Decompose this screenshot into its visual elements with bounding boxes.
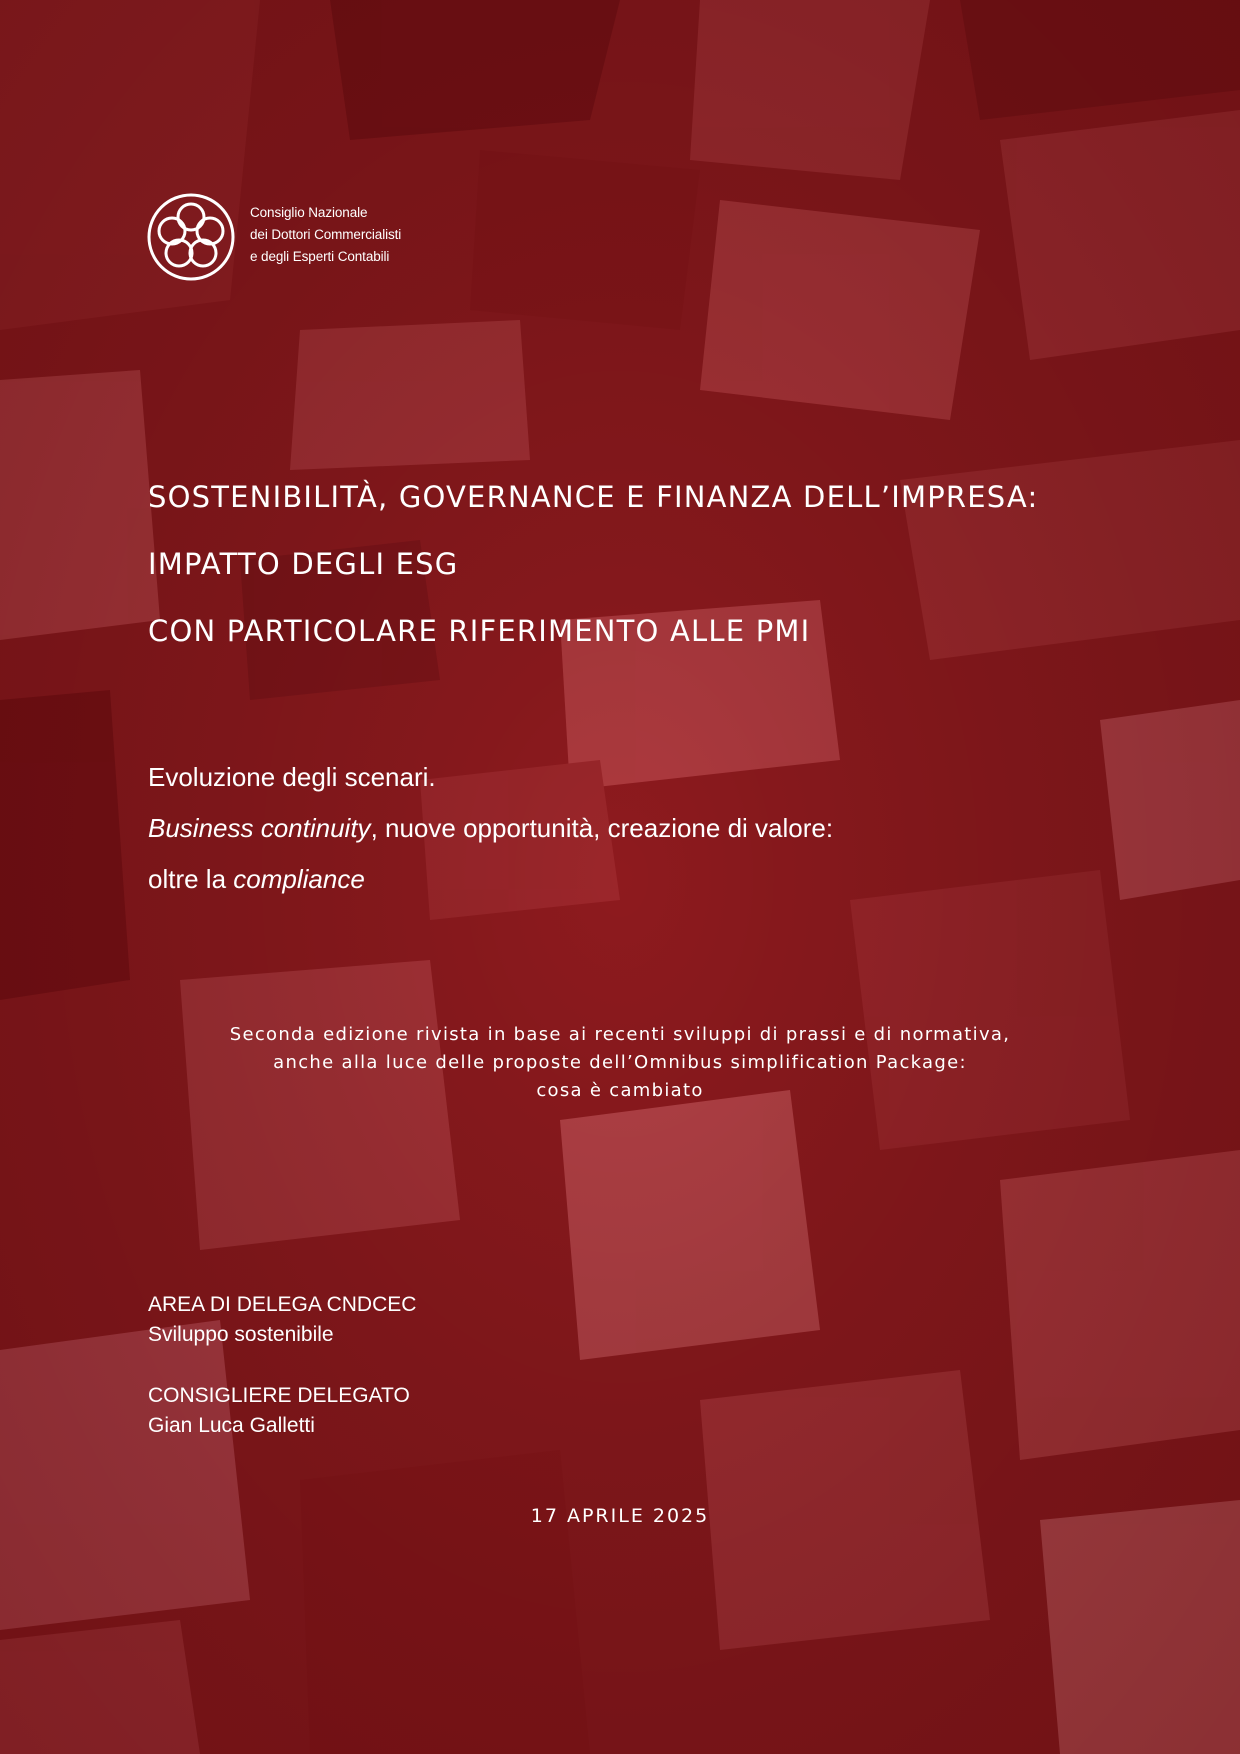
consigliere-label: CONSIGLIERE DELEGATO [148,1384,410,1407]
edition-line: Seconda edizione rivista in base ai recenti sviluppi di prassi e di normativa, [229,1024,1011,1045]
document-title [148,464,1148,665]
subtitle-line [148,803,1108,854]
organization-name-line: Consiglio Nazionale [250,205,368,220]
organization-name-line: dei Dottori Commercialisti [250,227,402,242]
edition-note [120,1021,1120,1105]
title-line: SOSTENIBILITÀ, GOVERNANCE E FINANZA DELL’IMPRESA: [148,480,1039,514]
spacer [148,1350,748,1381]
title-line: CON PARTICOLARE RIFERIMENTO ALLE PMI [148,614,811,648]
subtitle-text: oltre la [148,864,234,894]
subtitle-italic-text: Business continuity [148,813,371,843]
publication-date: 17 APRILE 2025 [530,1505,710,1527]
cndcec-emblem-icon [146,192,236,282]
area-label: AREA DI DELEGA CNDCEC [148,1293,417,1316]
subtitle-italic-text: compliance [233,864,365,894]
subtitle-line [148,854,1108,905]
edition-line: anche alla luce delle proposte dell’Omnibus simplification Package: [273,1052,967,1073]
subtitle-line: Evoluzione degli scenari. [148,762,436,792]
cndcec-logo [146,192,446,284]
area-value: Sviluppo sostenibile [148,1323,334,1346]
title-line: IMPATTO DEGLI ESG [148,547,459,581]
document-subtitle [148,752,1108,905]
organization-name [250,202,470,268]
consigliere-value: Gian Luca Galletti [148,1414,315,1437]
organization-name-line: e degli Esperti Contabili [250,249,390,264]
edition-line: cosa è cambiato [536,1080,704,1101]
delegation-info [148,1290,748,1441]
subtitle-text: , nuove opportunità, creazione di valore: [370,813,834,843]
